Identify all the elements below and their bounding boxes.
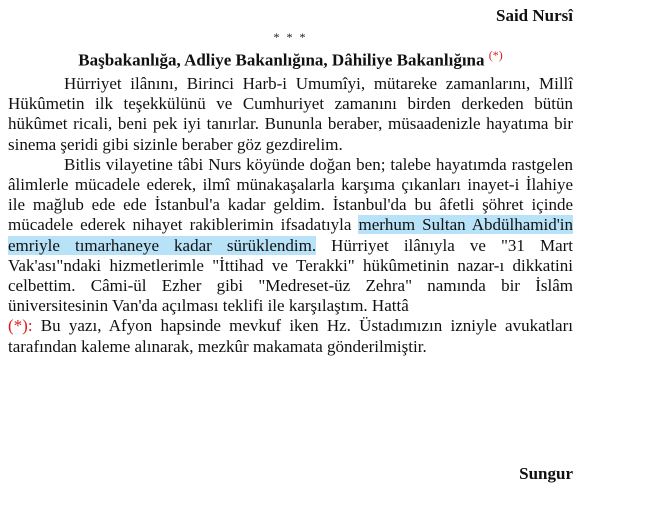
signoff-name: Sungur: [519, 464, 573, 483]
letter-heading: [8, 48, 573, 71]
heading-footnote-mark[interactable]: (*): [488, 48, 503, 62]
paragraph-2-text-after: Hürriyet ilânıyla ve "31 Mart Vak'ası"ndaki hizmetlerimle "İttihad ve Terakki" hükûmetinin nazar-ı dikkatini celbettim. Câmi-ül Ezher gibi "Medreset-üz Zehra" namında bir İslâm üniversitesinin Van'da açılması teklifi ile karşılaştım. Hattâ: [8, 235, 573, 316]
heading-text: Başbakanlığa, Adliye Bakanlığına, Dâhiliye Bakanlığına: [78, 50, 485, 70]
paragraph-2: [8, 155, 573, 317]
author-name: Said Nursî: [496, 6, 573, 25]
section-separator: * * *: [273, 30, 308, 44]
paragraph-2-text-before: Bitlis vilayetine tâbi Nurs köyünde doğan ben; talebe hayatımda rastgelen âlimlerle mücadele ederek, ilmî münakaşalarla karşıma çıkanları inayet-i İlahiye ile mağlub ede ede İstanbul'a kadar geldim. İstanbul'da bu âfetli şöhret içinde mücadele ederek nihayet rakiblerimin ifsadatıyla: [8, 154, 573, 235]
footnote-mark: (*):: [8, 316, 33, 336]
footnote: [8, 316, 573, 356]
document-body: [8, 74, 573, 357]
paragraph-1: Hürriyet ilânını, Birinci Harb-i Umumîyi, mütareke zamanlarını, Millî Hükûmetin ilk teşekkülünü ve Cumhuriyet zamanını birden derkeden bütün hükûmet ricali, beni pek iyi tanırlar. Bununla beraber, müsaadenizle hayatıma bir sinema şeridi gibi sizinle beraber göz gezdirelim.: [8, 74, 573, 154]
footnote-text: Bu yazı, Afyon hapsinde mevkuf iken Hz. Üstadımızın izniyle avukatları tarafından kaleme alınarak, mezkûr makamata gönderilmiştir.: [8, 316, 573, 356]
highlighted-text[interactable]: merhum Sultan Abdülhamid'in emriyle tımarhaneye kadar sürüklendim.: [8, 215, 573, 255]
